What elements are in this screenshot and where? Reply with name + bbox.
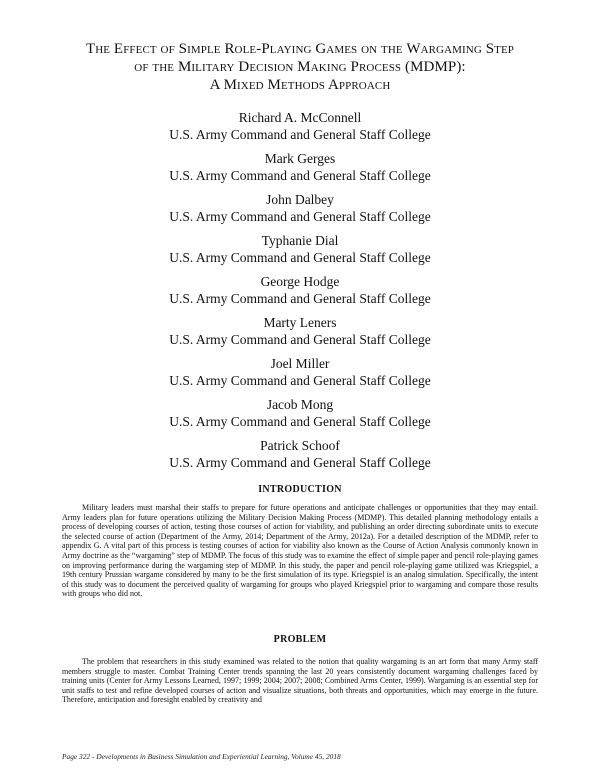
- author-block: [60, 274, 540, 315]
- problem-paragraph: The problem that researchers in this study examined was related to the notion that quality wargaming is an art form that many Army staff members struggle to master. Combat Training Center trends spanning the last 20 years consistently document wargaming challenges faced by training units (Center for Army Lessons Learned, 1997; 1999; 2004; 2007; 2008; Combined Arms Center, 1999). Wargaming is an essential step for unit staffs to test and refine developed courses of action and visualize situations, both threats and opportunities, which may emerge in the future. Therefore, anticipation and foresight enabled by creativity and: [62, 657, 538, 705]
- title-line-1: The Effect of Simple Role-Playing Games on the Wargaming Step: [85, 41, 515, 57]
- author-affiliation: U.S. Army Command and General Staff College: [169, 455, 431, 470]
- author-block: [60, 110, 540, 151]
- paper-title: [28, 40, 572, 94]
- author-name: Mark Gerges: [264, 151, 336, 166]
- problem-heading: PROBLEM: [273, 634, 327, 645]
- author-name: Jacob Mong: [266, 397, 334, 412]
- author-block: [60, 192, 540, 233]
- author-block: [60, 438, 540, 479]
- author-name: George Hodge: [260, 274, 340, 289]
- introduction-heading: INTRODUCTION: [258, 484, 342, 495]
- author-affiliation: U.S. Army Command and General Staff College: [169, 250, 431, 265]
- author-name: John Dalbey: [266, 192, 334, 207]
- author-affiliation: U.S. Army Command and General Staff College: [169, 291, 431, 306]
- author-name: Joel Miller: [270, 356, 330, 371]
- author-block: [60, 233, 540, 274]
- introduction-paragraph: Military leaders must marshal their staffs to prepare for future operations and anticipate challenges or opportunities that they may entail. Army leaders plan for future operations utilizing the Military Decision Making Process (MDMP). This detailed planning methodology entails a process of developing courses of action, testing those courses of action for viability, and publishing an order directing subordinate units to execute the selected course of action (Department of the Army, 2014; Department of the Army, 2012a). For a detailed description of the MDMP, refer to appendix G. A vital part of this process is testing courses of action for viability also known as the Course of Action Analysis commonly known in Army doctrine as the “wargaming” step of MDMP. The focus of this study was to examine the effect of simple paper and pencil role-playing games on improving performance during the wargaming step of MDMP. In this study, the paper and pencil role-playing game utilized was Kriegspiel, a 19th century Prussian wargame considered by many to be the first simulation of its type. Kriegspiel is an analog simulation. Specifically, the intent of this study was to document the perceived quality of wargaming for groups who played Kriegspiel prior to wargaming and compare those results with groups who did not.: [62, 503, 538, 599]
- author-list: [60, 110, 540, 479]
- author-affiliation: U.S. Army Command and General Staff College: [169, 209, 431, 224]
- author-block: [60, 315, 540, 356]
- author-affiliation: U.S. Army Command and General Staff College: [169, 127, 431, 142]
- author-affiliation: U.S. Army Command and General Staff College: [169, 168, 431, 183]
- author-affiliation: U.S. Army Command and General Staff College: [169, 332, 431, 347]
- author-name: Marty Leners: [263, 315, 337, 330]
- author-block: [60, 356, 540, 397]
- author-name: Richard A. McConnell: [238, 110, 362, 125]
- page-footer: Page 322 - Developments in Business Simulation and Experiential Learning, Volume 45, 2018: [62, 752, 341, 761]
- author-block: [60, 151, 540, 192]
- title-line-3: A Mixed Methods Approach: [209, 77, 391, 93]
- author-affiliation: U.S. Army Command and General Staff College: [169, 414, 431, 429]
- author-block: [60, 397, 540, 438]
- author-name: Patrick Schoof: [260, 438, 340, 453]
- title-line-2: of the Military Decision Making Process (MDMP):: [134, 59, 466, 75]
- author-name: Typhanie Dial: [261, 233, 339, 248]
- author-affiliation: U.S. Army Command and General Staff College: [169, 373, 431, 388]
